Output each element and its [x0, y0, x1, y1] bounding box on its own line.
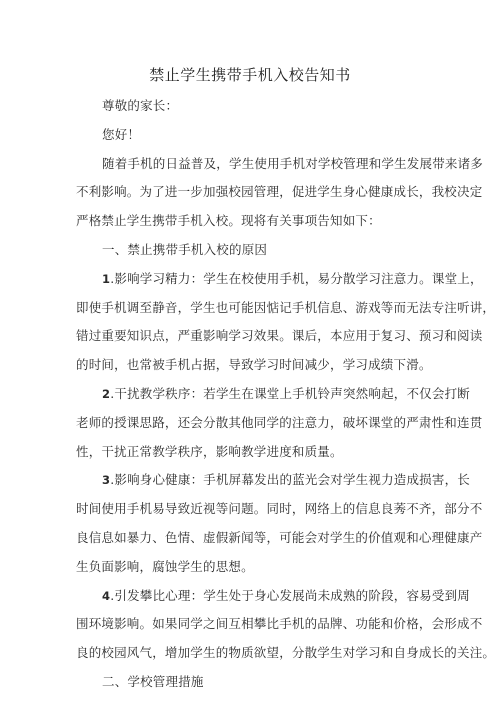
reason-text: .影响学习精力：学生在校使用手机，易分散学习注意力。课堂上， [110, 270, 483, 286]
reason-3-first-line [76, 466, 470, 495]
page-title: 禁止学生携带手机入校告知书 [149, 66, 351, 84]
reason-number: 4 [102, 588, 111, 603]
reason-line: 良的校园风气，增加学生的物质欲望，分散学生对学习和自身成长的关注。 [76, 645, 496, 661]
reason-2-first-line [76, 380, 470, 409]
section-heading: 一、禁止携带手机入校的原因 [102, 241, 268, 257]
intro-line: 随着手机的日益普及，学生使用手机对学校管理和学生发展带来诸多 [102, 155, 484, 171]
reason-text: .影响身心健康：手机屏幕发出的蓝光会对学生视力造成损害，长 [110, 472, 470, 488]
reason-line: 老师的授课思路，还会分散其他同学的注意力，破坏课堂的严肃性和连贯 [76, 414, 483, 430]
reason-text: .引发攀比心理：学生处于身心发展尚未成熟的阶段，容易受到周 [110, 587, 470, 603]
reason-line: 围环境影响。如果同学之间互相攀比手机的品牌、功能和价格，会形成不 [76, 616, 483, 632]
reason-4-first-line [76, 582, 470, 611]
reason-text: .干扰教学秩序：若学生在课堂上手机铃声突然响起，不仅会打断 [110, 385, 470, 401]
intro-line: 不利影响。为了进一步加强校园管理，促进学生身心健康成长，我校决定 [76, 184, 483, 200]
reason-line: 生负面影响，腐蚀学生的思想。 [76, 558, 254, 574]
reason-number: 3 [102, 473, 111, 488]
reason-line: 的时间，也常被手机占据，导致学习时间减少，学习成绩下滑。 [76, 357, 432, 373]
intro-line: 严格禁止学生携带手机入校。现将有关事项告知如下： [76, 213, 381, 229]
reason-line: 即使手机调至静音，学生也可能因惦记手机信息、游戏等而无法专注听讲， [76, 299, 496, 315]
reason-number: 1 [102, 271, 111, 286]
reason-1-first-line [76, 265, 483, 294]
greeting: 您好！ [102, 126, 141, 142]
reason-line: 良信息如暴力、色情、虚假新闻等，可能会对学生的价值观和心理健康产 [76, 529, 483, 545]
section-heading: 二、学校管理措施 [102, 673, 204, 689]
reason-line: 错过重要知识点，严重影响学习效果。课后，本应用于复习、预习和阅读 [76, 328, 483, 344]
reason-number: 2 [102, 386, 111, 401]
reason-line: 性，干扰正常教学秩序，影响教学进度和质量。 [76, 443, 343, 459]
document-body [76, 92, 496, 697]
salutation: 尊敬的家长： [102, 98, 179, 113]
reason-line: 时间使用手机易导致近视等问题。同时，网络上的信息良莠不齐，部分不 [76, 501, 483, 517]
